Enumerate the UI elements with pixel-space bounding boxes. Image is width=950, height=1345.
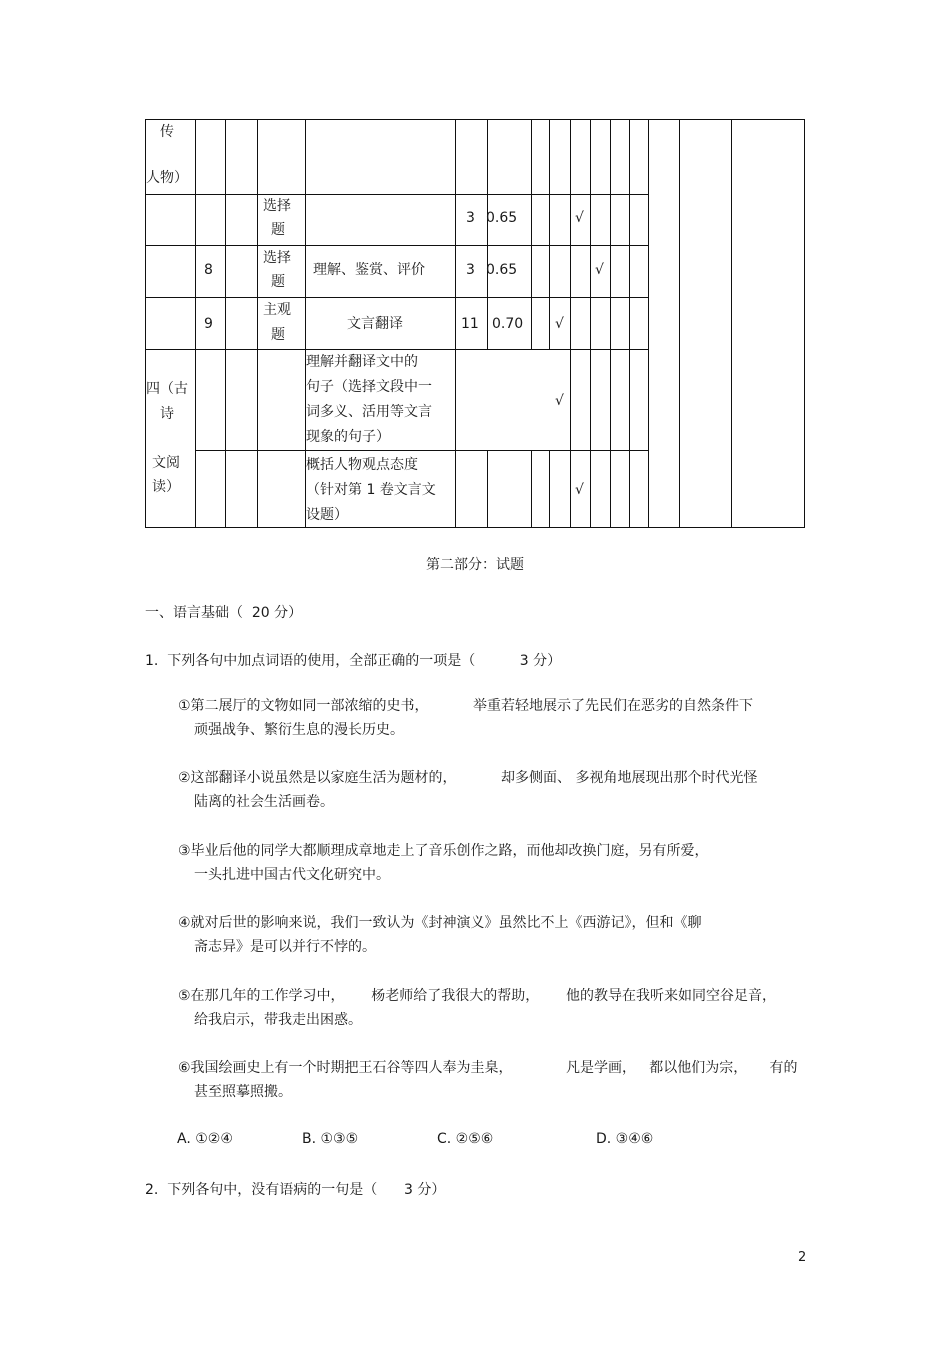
table-col-line [455,119,456,528]
item-line: 陆离的社会生活画卷。 [194,794,334,810]
table-cell-section: 人物） [146,170,188,186]
table-cell-content-line: 理解并翻译文中的 [306,354,418,370]
item-line: ①第二展厅的文物如同一部浓缩的史书， 举重若轻地展示了先民们在恶劣的自然条件下 [178,698,754,714]
table-rule [195,450,649,451]
table-col-line [610,119,611,528]
table-col-line [487,450,488,528]
table-cell-number: 8 [204,262,213,278]
question-1-item [178,694,828,742]
item-line: ②这部翻译小说虽然是以家庭生活为题材的， 却多侧面、 多视角地展现出那个时代光怪 [178,770,758,786]
table-cell-type: 题 [271,327,285,343]
table-border-top [145,119,805,120]
table-col-line [629,119,630,528]
page-number: 2 [798,1250,807,1265]
item-line: ④就对后世的影响来说，我们一致认为《封神演义》虽然比不上《西游记》，但和《聊 [178,915,702,931]
table-border-bottom [145,527,805,528]
table-cell-score: 3 [466,262,475,278]
item-line: ⑥我国绘画史上有一个时期把王石谷等四人奉为圭臬， 凡是学画， 都以他们为宗， 有的 [178,1060,798,1076]
table-cell-type: 选择 [263,250,291,266]
item-line: ③毕业后他的同学大都顺理成章地走上了音乐创作之路，而他却改换门庭，另有所爱， [178,843,709,859]
section-heading: 一、语言基础（ 20 分） [145,605,303,621]
part-title: 第二部分：试题 [426,557,524,573]
table-col-line [549,119,550,349]
table-cell-content: 理解、鉴赏、评价 [313,262,425,278]
option-d: D. ③④⑥ [596,1131,654,1147]
item-line: ⑤在那几年的工作学习中， 杨老师给了我很大的帮助， 他的教导在我听来如同空谷足音， [178,988,776,1004]
question-1-item [178,1056,828,1104]
table-cell-type: 题 [271,274,285,290]
table-col-line [648,119,649,528]
table-cell-content-line: （针对第 1 卷文言文 [306,482,436,498]
option-c: C. ②⑤⑥ [437,1131,494,1147]
question-1-item [178,766,828,814]
table-cell-rate: 0.65 [486,210,518,226]
item-line: 给我启示，带我走出困惑。 [194,1012,362,1028]
table-cell-content-line: 设题） [306,507,348,523]
check-mark: √ [575,210,584,226]
table-cell-content-line: 现象的句子） [306,429,390,445]
table-cell-content: 文言翻译 [347,316,403,332]
table-cell-number: 9 [204,316,213,332]
table-cell-type: 主观 [263,302,291,318]
question-1-stem: 1. 下列各句中加点词语的使用，全部正确的一项是（ 3 分） [145,653,562,669]
table-cell-section: 读） [152,479,180,495]
table-cell-type: 题 [271,222,285,238]
table-col-line [257,119,258,528]
table-col-line [531,450,532,528]
option-a: A. ①②④ [177,1131,233,1147]
check-mark: √ [575,482,584,498]
question-2-stem: 2. 下列各句中，没有语病的一句是（ 3 分） [145,1182,446,1198]
table-col-line [570,119,571,528]
table-cell-score: 3 [466,210,475,226]
table-cell-content-line: 概括人物观点态度 [306,457,418,473]
table-col-line [679,119,680,528]
option-b: B. ①③⑤ [302,1131,359,1147]
table-cell-content-line: 词多义、活用等文言 [306,404,432,420]
question-1-item [178,984,828,1032]
check-mark: √ [555,316,564,332]
table-rule [145,194,649,195]
table-cell-section: 四（古 [146,381,188,397]
check-mark: √ [555,393,564,409]
table-cell-rate: 0.70 [492,316,524,332]
table-cell-section: 文阅 [152,455,180,471]
table-cell-section: 传 [160,124,174,140]
question-1-item [178,839,828,887]
question-1-item [178,911,828,959]
table-col-line [225,119,226,528]
check-mark: √ [595,262,604,278]
table-col-line [195,119,196,528]
item-line: 斋志异》是可以并行不悖的。 [194,939,376,955]
table-cell-type: 选择 [263,198,291,214]
item-line: 一头扎进中国古代文化研究中。 [194,867,390,883]
table-col-line [731,119,732,528]
item-line: 顽强战争、繁衍生息的漫长历史。 [194,722,404,738]
table-cell-content-line: 句子（选择文段中一 [306,379,432,395]
item-line: 甚至照摹照搬。 [194,1084,292,1100]
table-rule [145,297,649,298]
table-cell-rate: 0.65 [486,262,518,278]
table-col-line [590,119,591,528]
table-cell-section: 诗 [160,406,174,422]
table-col-line [531,119,532,349]
table-col-line [549,450,550,528]
table-col-line [487,119,488,349]
table-rule [145,245,649,246]
table-border-right [804,119,805,528]
table-cell-score: 11 [461,316,479,332]
